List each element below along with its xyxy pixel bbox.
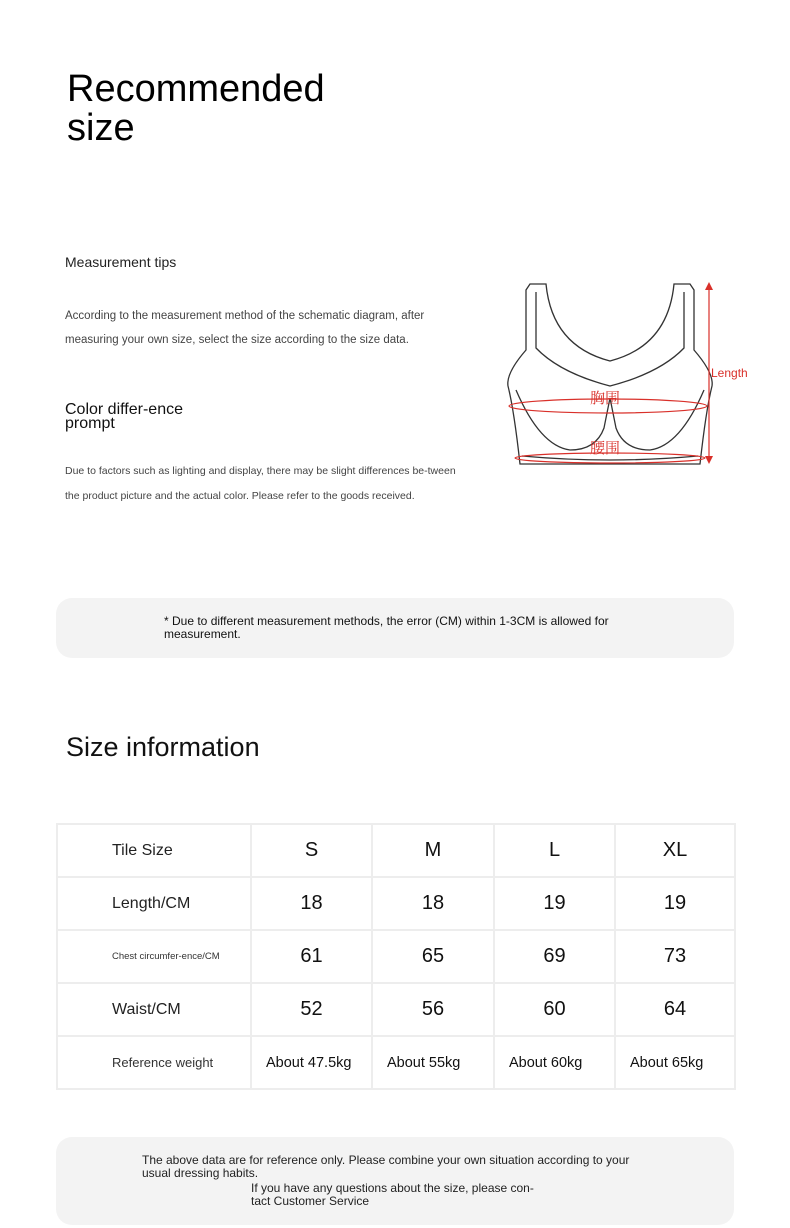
waist-row-label: Waist/CM	[57, 983, 251, 1036]
table-cell: 52	[251, 983, 372, 1036]
length-arrow-top-icon	[705, 282, 713, 290]
table-cell: About 55kg	[372, 1036, 494, 1089]
table-cell: About 60kg	[494, 1036, 615, 1089]
color-difference-text: Due to factors such as lighting and display, there may be slight differences be-tween the product picture and the actual color. Please refer to the goods received.	[65, 465, 456, 502]
table-cell: 60	[494, 983, 615, 1036]
table-cell: About 47.5kg	[251, 1036, 372, 1089]
table-cell: 61	[251, 930, 372, 983]
measurement-error-text: * Due to different measurement methods, the error (CM) within 1-3CM is allowed for measurement.	[164, 614, 609, 641]
table-cell: 65	[372, 930, 494, 983]
length-row-label: Length/CM	[57, 877, 251, 930]
waist-label: 腰围	[590, 439, 621, 457]
size-header-m: M	[372, 824, 494, 877]
table-cell: 18	[372, 877, 494, 930]
table-row	[57, 1036, 735, 1089]
measurement-tips-text: According to the measurement method of the schematic diagram, after measuring your own size, select the size according to the size data.	[65, 310, 425, 346]
color-difference-heading: Color differ-ence prompt	[65, 401, 183, 432]
customer-service-note: If you have any questions about the size, please con-tact Customer Service	[251, 1181, 534, 1208]
table-cell: 56	[372, 983, 494, 1036]
garment-outline	[508, 284, 712, 464]
measurement-tips-heading: Measurement tips	[65, 254, 177, 270]
size-information-title: Size information	[66, 732, 260, 762]
table-cell: 19	[494, 877, 615, 930]
size-table-header-row	[57, 824, 735, 877]
size-header-l: L	[494, 824, 615, 877]
measurement-error-note	[56, 598, 734, 658]
table-row	[57, 983, 735, 1036]
chest-row-label: Chest circumfer-ence/CM	[57, 930, 251, 983]
table-cell: 19	[615, 877, 735, 930]
table-cell: 64	[615, 983, 735, 1036]
table-cell: 73	[615, 930, 735, 983]
table-cell: 69	[494, 930, 615, 983]
size-header-xl: XL	[615, 824, 735, 877]
length-label: Length	[711, 366, 748, 380]
table-row	[57, 930, 735, 983]
table-cell: About 65kg	[615, 1036, 735, 1089]
size-table	[56, 823, 736, 1090]
bra-measurement-diagram	[500, 278, 760, 473]
chest-label: 胸围	[590, 389, 621, 407]
tile-size-label: Tile Size	[57, 824, 251, 877]
neckline-inner	[536, 292, 684, 386]
size-header-s: S	[251, 824, 372, 877]
reference-weight-label: Reference weight	[57, 1036, 251, 1089]
length-arrow-bottom-icon	[705, 456, 713, 464]
page-title: Recommended size	[67, 68, 325, 149]
table-row	[57, 877, 735, 930]
table-cell: 18	[251, 877, 372, 930]
reference-note-box	[56, 1137, 734, 1225]
reference-note-text: The above data are for reference only. Please combine your own situation according to your usual dressing habits.	[142, 1153, 630, 1180]
